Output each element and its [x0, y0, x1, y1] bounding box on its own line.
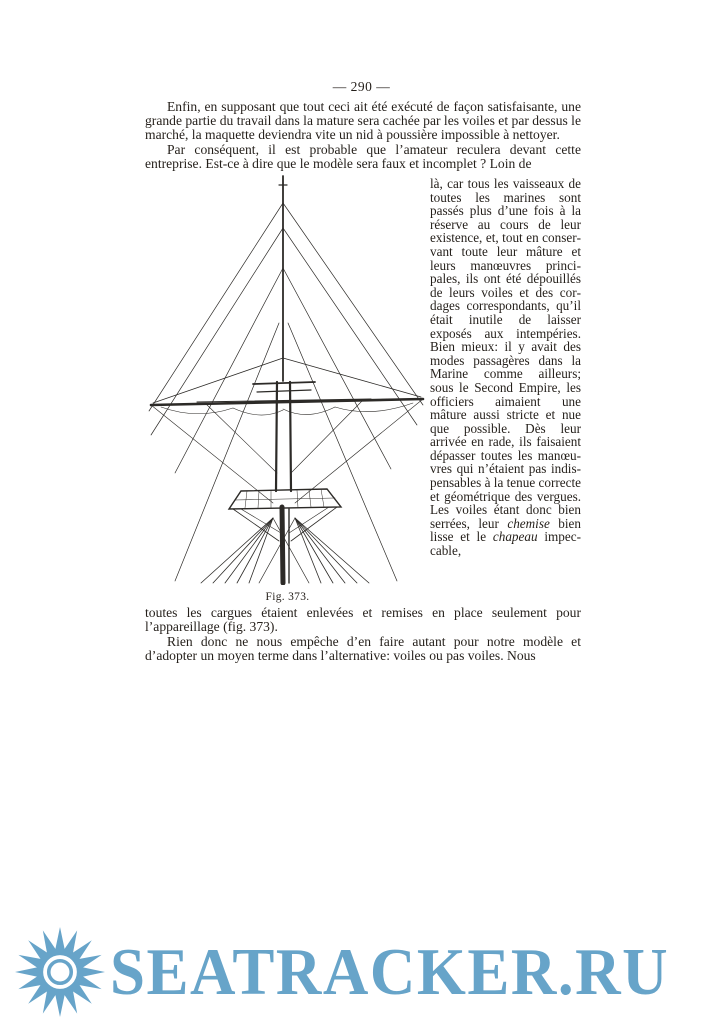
paragraph-2-wrap	[430, 177, 581, 558]
paragraph-2-start: Par conséquent, il est probable que l’amateur reculera devant cette entreprise. Est-ce à dire que le modèle sera faux et incomplet ? Loin de	[145, 141, 581, 171]
wrap-segment-0: là, car tous les vaisseaux de toutes les marines sont passés plus d’une fois à la réserve au cours de leur existence, et, tout en conservant toute leur mâture et leurs manœuvres principales, ils ont été dépouillés de leurs voiles et des cordages correspondants, qu’il était inutile de laisser exposés aux intempéries. Bien mieux: il y avait des modes passagères dans la Marine comme ailleurs; sous le Second Empire, les officiers aimaient une mâture aussi stricte et nue que possible. Dès leur arrivée en rade, ils faisaient dépasser toutes les manœuvres qui n’étaient pas indispensables à la tenue correcte et géométrique des vergues. Les voiles étant donc bien serrées, leur	[430, 176, 581, 531]
watermark-text: SEATRACKER.RU	[110, 934, 670, 1009]
paragraph-1: Enfin, en supposant que tout ceci ait été exécuté de façon satisfaisante, une grande partie du travail dans la mature sera cachée par les voiles et par dessus le marché, la maquette deviendra vite un nid à poussière impossible à nettoyer.	[145, 99, 581, 143]
page-number: — 290 —	[332, 79, 391, 94]
figure-text-row	[145, 173, 581, 604]
paragraph-3: Rien donc ne nous empêche d’en faire autant pour notre modèle et d’adopter un moyen terme dans l’alternative: voiles ou pas voiles. Nous	[145, 633, 581, 663]
wrap-segment-2: bien lisse et le	[430, 515, 581, 545]
paragraph-2-end: toutes les cargues étaient enlevées et remises en place seulement pour l’appareillage (fig. 373).	[145, 605, 581, 635]
page-content	[145, 100, 581, 663]
wrap-segment-3-italic: chapeau	[492, 529, 538, 545]
figure-caption: Fig. 373.	[265, 591, 310, 604]
mast-rigging-illustration	[145, 173, 430, 585]
watermark	[14, 926, 669, 1018]
wrap-segment-1-italic: chemise	[507, 515, 550, 531]
figure-373	[145, 173, 430, 604]
sun-logo-icon	[14, 926, 106, 1018]
wrap-segment-4: impeccable,	[430, 529, 581, 559]
